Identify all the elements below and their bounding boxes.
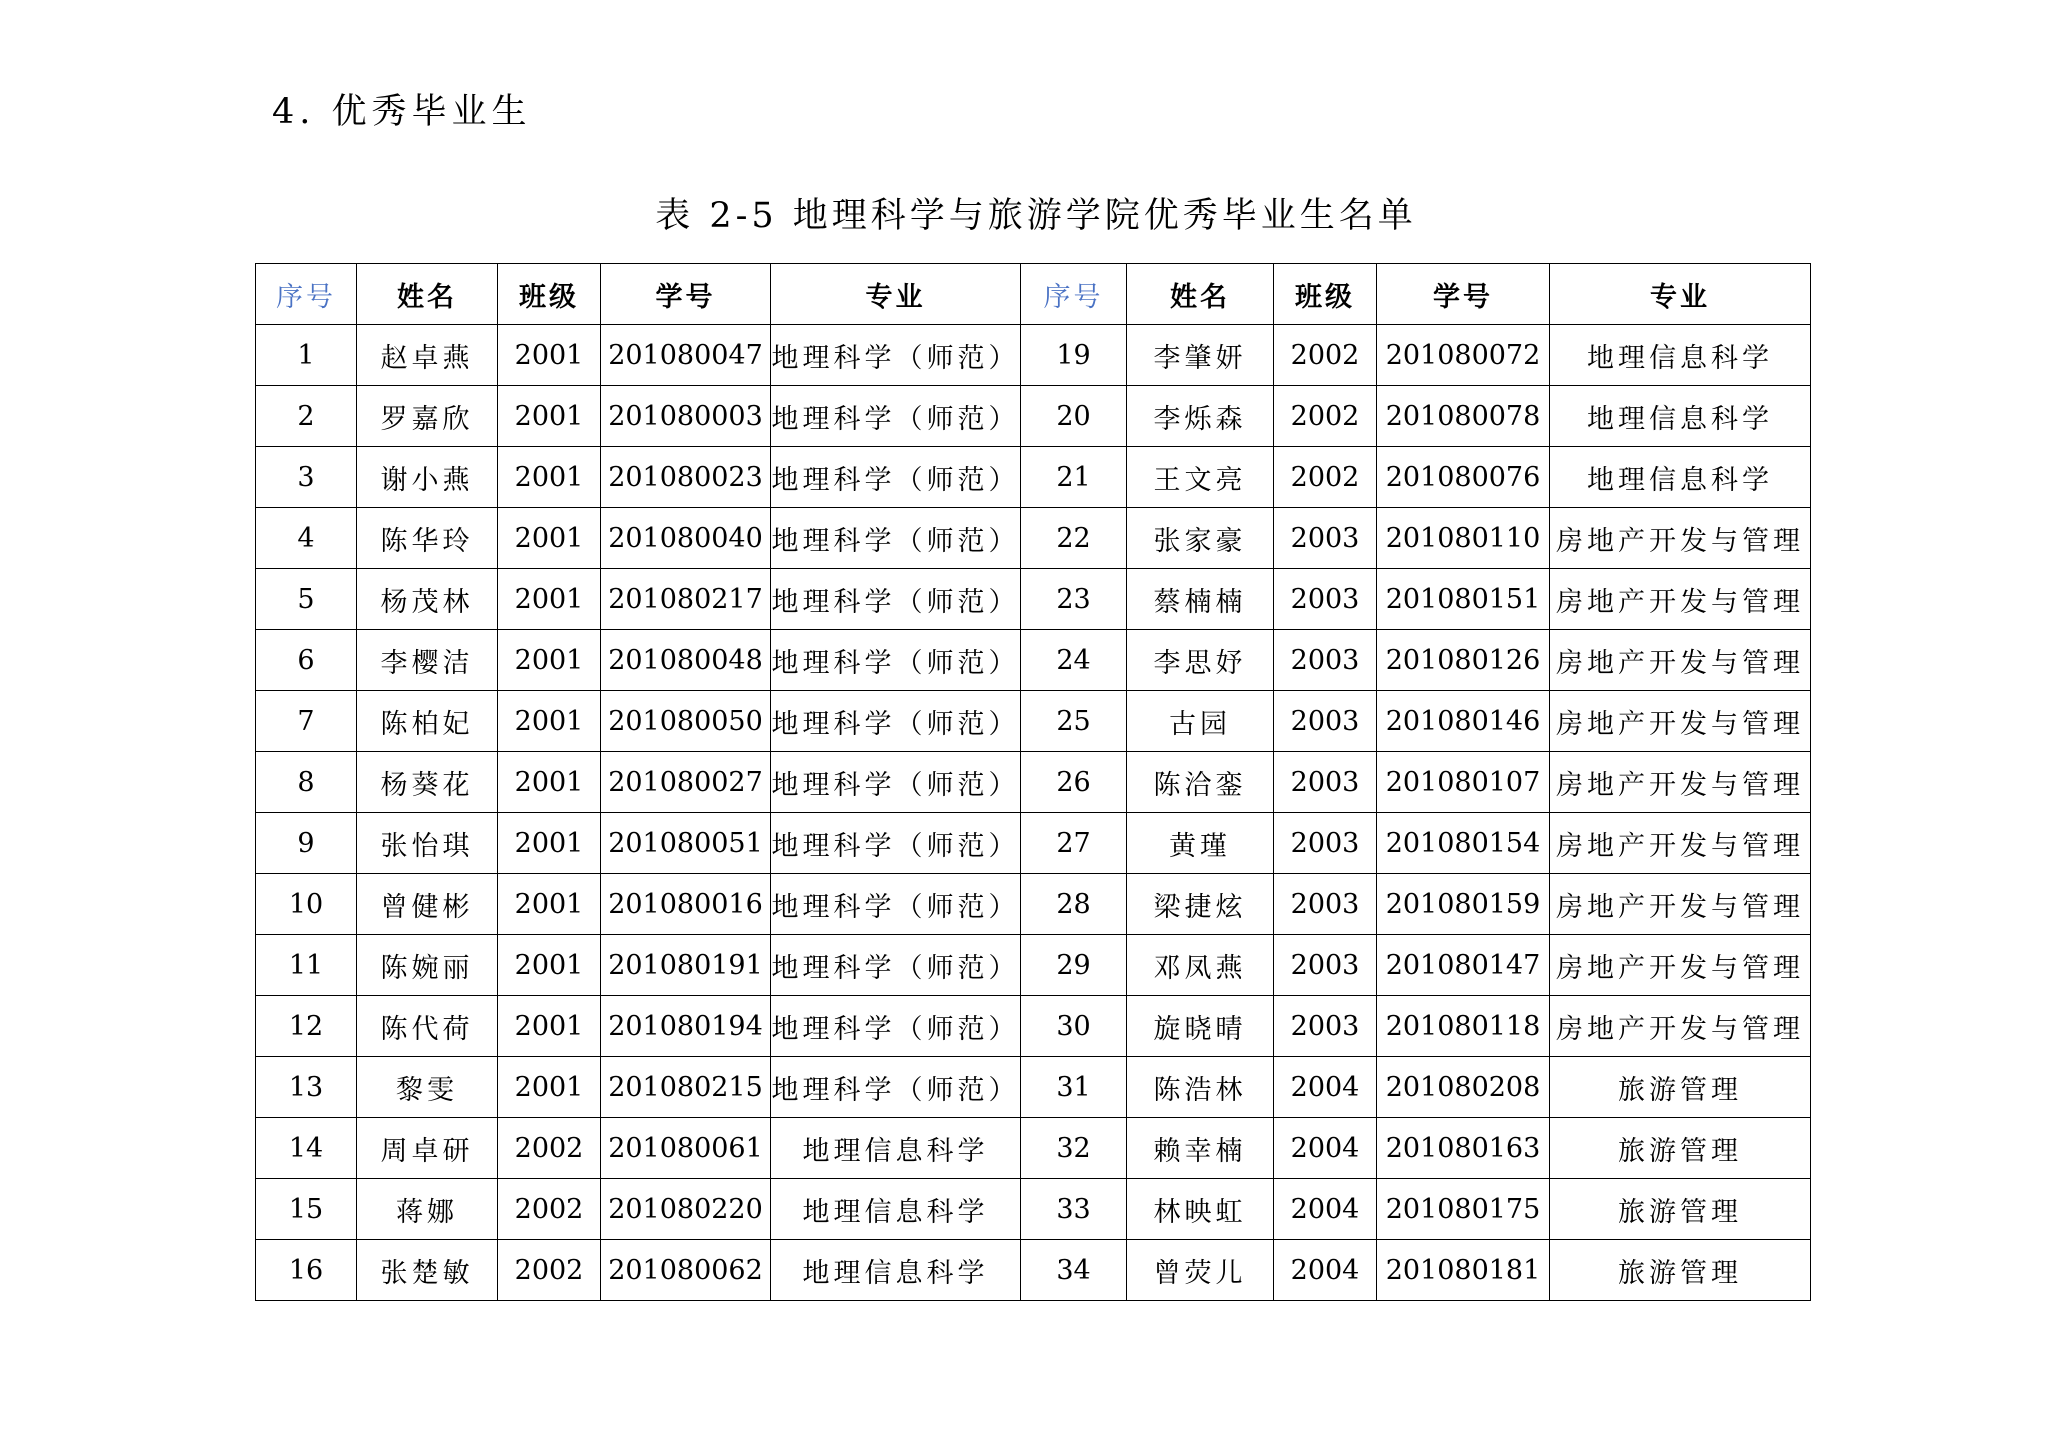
cell-seq-left: 1 bbox=[256, 325, 357, 386]
cell-class-left: 2001 bbox=[498, 996, 601, 1057]
cell-name-right: 陈浩林 bbox=[1127, 1057, 1274, 1118]
cell-seq-right: 24 bbox=[1021, 630, 1127, 691]
cell-seq-right: 25 bbox=[1021, 691, 1127, 752]
cell-class-right: 2002 bbox=[1274, 447, 1377, 508]
cell-student-id-left: 201080215 bbox=[601, 1057, 771, 1118]
cell-student-id-right: 201080154 bbox=[1377, 813, 1550, 874]
cell-major-right: 地理信息科学 bbox=[1550, 386, 1811, 447]
cell-class-left: 2001 bbox=[498, 630, 601, 691]
cell-major-right: 房地产开发与管理 bbox=[1550, 691, 1811, 752]
cell-seq-left: 16 bbox=[256, 1240, 357, 1301]
cell-seq-left: 13 bbox=[256, 1057, 357, 1118]
header-class-left: 班级 bbox=[498, 264, 601, 325]
cell-major-right: 房地产开发与管理 bbox=[1550, 630, 1811, 691]
cell-major-left: 地理科学（师范） bbox=[771, 630, 1021, 691]
cell-seq-right: 19 bbox=[1021, 325, 1127, 386]
cell-major-left: 地理科学（师范） bbox=[771, 1057, 1021, 1118]
header-student-id-right: 学号 bbox=[1377, 264, 1550, 325]
cell-major-left: 地理科学（师范） bbox=[771, 386, 1021, 447]
cell-seq-right: 22 bbox=[1021, 508, 1127, 569]
cell-seq-right: 21 bbox=[1021, 447, 1127, 508]
cell-major-right: 房地产开发与管理 bbox=[1550, 874, 1811, 935]
cell-major-right: 房地产开发与管理 bbox=[1550, 508, 1811, 569]
cell-name-left: 谢小燕 bbox=[357, 447, 498, 508]
table-header-row bbox=[256, 264, 1811, 325]
cell-name-right: 王文亮 bbox=[1127, 447, 1274, 508]
cell-name-left: 陈婉丽 bbox=[357, 935, 498, 996]
cell-name-right: 张家豪 bbox=[1127, 508, 1274, 569]
cell-major-left: 地理科学（师范） bbox=[771, 691, 1021, 752]
cell-seq-right: 32 bbox=[1021, 1118, 1127, 1179]
cell-seq-left: 9 bbox=[256, 813, 357, 874]
table-row bbox=[256, 1118, 1811, 1179]
cell-name-left: 陈代荷 bbox=[357, 996, 498, 1057]
header-seq-right: 序号 bbox=[1021, 264, 1127, 325]
cell-student-id-left: 201080194 bbox=[601, 996, 771, 1057]
cell-class-left: 2001 bbox=[498, 874, 601, 935]
cell-student-id-left: 201080062 bbox=[601, 1240, 771, 1301]
cell-name-left: 张怡琪 bbox=[357, 813, 498, 874]
cell-seq-right: 23 bbox=[1021, 569, 1127, 630]
cell-seq-left: 4 bbox=[256, 508, 357, 569]
cell-student-id-right: 201080159 bbox=[1377, 874, 1550, 935]
cell-student-id-right: 201080163 bbox=[1377, 1118, 1550, 1179]
table-row bbox=[256, 569, 1811, 630]
cell-name-left: 杨葵花 bbox=[357, 752, 498, 813]
cell-student-id-right: 201080181 bbox=[1377, 1240, 1550, 1301]
cell-seq-left: 8 bbox=[256, 752, 357, 813]
table-row bbox=[256, 813, 1811, 874]
cell-class-right: 2003 bbox=[1274, 935, 1377, 996]
cell-student-id-right: 201080072 bbox=[1377, 325, 1550, 386]
cell-name-right: 蔡楠楠 bbox=[1127, 569, 1274, 630]
table-row bbox=[256, 996, 1811, 1057]
cell-class-right: 2002 bbox=[1274, 325, 1377, 386]
cell-student-id-left: 201080003 bbox=[601, 386, 771, 447]
cell-class-left: 2001 bbox=[498, 569, 601, 630]
cell-class-right: 2004 bbox=[1274, 1118, 1377, 1179]
cell-seq-right: 33 bbox=[1021, 1179, 1127, 1240]
table-row bbox=[256, 874, 1811, 935]
cell-student-id-right: 201080146 bbox=[1377, 691, 1550, 752]
cell-class-left: 2001 bbox=[498, 508, 601, 569]
cell-class-left: 2001 bbox=[498, 447, 601, 508]
cell-student-id-left: 201080016 bbox=[601, 874, 771, 935]
cell-seq-right: 30 bbox=[1021, 996, 1127, 1057]
cell-class-right: 2004 bbox=[1274, 1057, 1377, 1118]
cell-class-left: 2001 bbox=[498, 1057, 601, 1118]
cell-class-right: 2003 bbox=[1274, 874, 1377, 935]
cell-student-id-left: 201080040 bbox=[601, 508, 771, 569]
cell-name-left: 张楚敏 bbox=[357, 1240, 498, 1301]
cell-name-right: 梁捷炫 bbox=[1127, 874, 1274, 935]
cell-major-left: 地理信息科学 bbox=[771, 1240, 1021, 1301]
cell-class-right: 2003 bbox=[1274, 569, 1377, 630]
cell-student-id-left: 201080061 bbox=[601, 1118, 771, 1179]
cell-major-right: 旅游管理 bbox=[1550, 1240, 1811, 1301]
cell-major-left: 地理科学（师范） bbox=[771, 813, 1021, 874]
cell-class-left: 2002 bbox=[498, 1179, 601, 1240]
cell-major-left: 地理科学（师范） bbox=[771, 508, 1021, 569]
cell-student-id-left: 201080047 bbox=[601, 325, 771, 386]
table-row bbox=[256, 630, 1811, 691]
cell-class-left: 2002 bbox=[498, 1118, 601, 1179]
cell-class-right: 2003 bbox=[1274, 630, 1377, 691]
cell-name-left: 曾健彬 bbox=[357, 874, 498, 935]
cell-student-id-right: 201080151 bbox=[1377, 569, 1550, 630]
cell-name-left: 周卓研 bbox=[357, 1118, 498, 1179]
cell-name-left: 李樱洁 bbox=[357, 630, 498, 691]
cell-student-id-left: 201080027 bbox=[601, 752, 771, 813]
header-seq-left: 序号 bbox=[256, 264, 357, 325]
cell-student-id-left: 201080191 bbox=[601, 935, 771, 996]
cell-name-left: 陈华玲 bbox=[357, 508, 498, 569]
cell-seq-right: 26 bbox=[1021, 752, 1127, 813]
cell-major-right: 地理信息科学 bbox=[1550, 325, 1811, 386]
cell-major-left: 地理科学（师范） bbox=[771, 996, 1021, 1057]
cell-name-left: 罗嘉欣 bbox=[357, 386, 498, 447]
cell-class-right: 2004 bbox=[1274, 1179, 1377, 1240]
cell-seq-left: 3 bbox=[256, 447, 357, 508]
cell-name-right: 李思妤 bbox=[1127, 630, 1274, 691]
cell-major-right: 房地产开发与管理 bbox=[1550, 813, 1811, 874]
cell-student-id-left: 201080051 bbox=[601, 813, 771, 874]
cell-major-left: 地理科学（师范） bbox=[771, 569, 1021, 630]
table-row bbox=[256, 935, 1811, 996]
cell-student-id-right: 201080175 bbox=[1377, 1179, 1550, 1240]
cell-class-right: 2003 bbox=[1274, 752, 1377, 813]
table-row bbox=[256, 1240, 1811, 1301]
cell-major-right: 房地产开发与管理 bbox=[1550, 996, 1811, 1057]
cell-major-right: 旅游管理 bbox=[1550, 1179, 1811, 1240]
cell-class-left: 2001 bbox=[498, 386, 601, 447]
cell-name-right: 陈洽銮 bbox=[1127, 752, 1274, 813]
cell-seq-right: 20 bbox=[1021, 386, 1127, 447]
cell-seq-right: 28 bbox=[1021, 874, 1127, 935]
cell-class-left: 2002 bbox=[498, 1240, 601, 1301]
cell-major-right: 房地产开发与管理 bbox=[1550, 569, 1811, 630]
cell-name-right: 旋晓晴 bbox=[1127, 996, 1274, 1057]
cell-student-id-left: 201080050 bbox=[601, 691, 771, 752]
cell-major-left: 地理科学（师范） bbox=[771, 935, 1021, 996]
cell-name-left: 杨茂林 bbox=[357, 569, 498, 630]
cell-name-right: 黄瑾 bbox=[1127, 813, 1274, 874]
cell-class-left: 2001 bbox=[498, 752, 601, 813]
cell-seq-left: 15 bbox=[256, 1179, 357, 1240]
cell-seq-right: 27 bbox=[1021, 813, 1127, 874]
cell-name-right: 李烁森 bbox=[1127, 386, 1274, 447]
cell-name-right: 曾荧儿 bbox=[1127, 1240, 1274, 1301]
header-major-left: 专业 bbox=[771, 264, 1021, 325]
cell-major-left: 地理科学（师范） bbox=[771, 325, 1021, 386]
header-name-left: 姓名 bbox=[357, 264, 498, 325]
cell-major-left: 地理信息科学 bbox=[771, 1179, 1021, 1240]
cell-name-left: 黎雯 bbox=[357, 1057, 498, 1118]
cell-class-left: 2001 bbox=[498, 935, 601, 996]
cell-name-right: 李肇妍 bbox=[1127, 325, 1274, 386]
cell-major-right: 地理信息科学 bbox=[1550, 447, 1811, 508]
cell-major-left: 地理科学（师范） bbox=[771, 874, 1021, 935]
cell-student-id-right: 201080110 bbox=[1377, 508, 1550, 569]
cell-student-id-right: 201080208 bbox=[1377, 1057, 1550, 1118]
cell-seq-right: 34 bbox=[1021, 1240, 1127, 1301]
cell-seq-left: 12 bbox=[256, 996, 357, 1057]
table-row bbox=[256, 691, 1811, 752]
cell-major-right: 房地产开发与管理 bbox=[1550, 752, 1811, 813]
cell-seq-right: 29 bbox=[1021, 935, 1127, 996]
cell-name-right: 邓凤燕 bbox=[1127, 935, 1274, 996]
table-row bbox=[256, 508, 1811, 569]
header-name-right: 姓名 bbox=[1127, 264, 1274, 325]
table-row bbox=[256, 1179, 1811, 1240]
table-body bbox=[256, 325, 1811, 1301]
cell-major-right: 旅游管理 bbox=[1550, 1057, 1811, 1118]
cell-major-left: 地理信息科学 bbox=[771, 1118, 1021, 1179]
cell-student-id-left: 201080220 bbox=[601, 1179, 771, 1240]
cell-seq-left: 14 bbox=[256, 1118, 357, 1179]
cell-name-left: 赵卓燕 bbox=[357, 325, 498, 386]
cell-seq-left: 5 bbox=[256, 569, 357, 630]
table-row bbox=[256, 447, 1811, 508]
table-row bbox=[256, 325, 1811, 386]
cell-major-right: 旅游管理 bbox=[1550, 1118, 1811, 1179]
cell-major-left: 地理科学（师范） bbox=[771, 447, 1021, 508]
header-student-id-left: 学号 bbox=[601, 264, 771, 325]
cell-student-id-right: 201080076 bbox=[1377, 447, 1550, 508]
cell-class-right: 2002 bbox=[1274, 386, 1377, 447]
cell-student-id-right: 201080078 bbox=[1377, 386, 1550, 447]
cell-major-left: 地理科学（师范） bbox=[771, 752, 1021, 813]
cell-class-left: 2001 bbox=[498, 691, 601, 752]
cell-name-left: 陈柏妃 bbox=[357, 691, 498, 752]
cell-student-id-left: 201080023 bbox=[601, 447, 771, 508]
cell-class-right: 2004 bbox=[1274, 1240, 1377, 1301]
table-row bbox=[256, 1057, 1811, 1118]
cell-class-right: 2003 bbox=[1274, 508, 1377, 569]
cell-class-left: 2001 bbox=[498, 813, 601, 874]
cell-class-right: 2003 bbox=[1274, 996, 1377, 1057]
cell-seq-right: 31 bbox=[1021, 1057, 1127, 1118]
cell-student-id-right: 201080126 bbox=[1377, 630, 1550, 691]
cell-seq-left: 10 bbox=[256, 874, 357, 935]
cell-seq-left: 11 bbox=[256, 935, 357, 996]
cell-student-id-right: 201080147 bbox=[1377, 935, 1550, 996]
header-class-right: 班级 bbox=[1274, 264, 1377, 325]
cell-name-right: 古园 bbox=[1127, 691, 1274, 752]
cell-major-right: 房地产开发与管理 bbox=[1550, 935, 1811, 996]
graduates-table bbox=[255, 263, 1811, 1301]
cell-student-id-right: 201080118 bbox=[1377, 996, 1550, 1057]
cell-name-right: 赖幸楠 bbox=[1127, 1118, 1274, 1179]
cell-class-right: 2003 bbox=[1274, 691, 1377, 752]
cell-class-left: 2001 bbox=[498, 325, 601, 386]
table-caption: 表 2-5 地理科学与旅游学院优秀毕业生名单 bbox=[655, 196, 1417, 236]
header-major-right: 专业 bbox=[1550, 264, 1811, 325]
section-heading: 4. 优秀毕业生 bbox=[272, 92, 532, 132]
cell-student-id-left: 201080217 bbox=[601, 569, 771, 630]
cell-seq-left: 7 bbox=[256, 691, 357, 752]
cell-name-right: 林映虹 bbox=[1127, 1179, 1274, 1240]
cell-student-id-right: 201080107 bbox=[1377, 752, 1550, 813]
cell-class-right: 2003 bbox=[1274, 813, 1377, 874]
cell-seq-left: 6 bbox=[256, 630, 357, 691]
cell-student-id-left: 201080048 bbox=[601, 630, 771, 691]
table-row bbox=[256, 386, 1811, 447]
table-row bbox=[256, 752, 1811, 813]
cell-seq-left: 2 bbox=[256, 386, 357, 447]
cell-name-left: 蒋娜 bbox=[357, 1179, 498, 1240]
